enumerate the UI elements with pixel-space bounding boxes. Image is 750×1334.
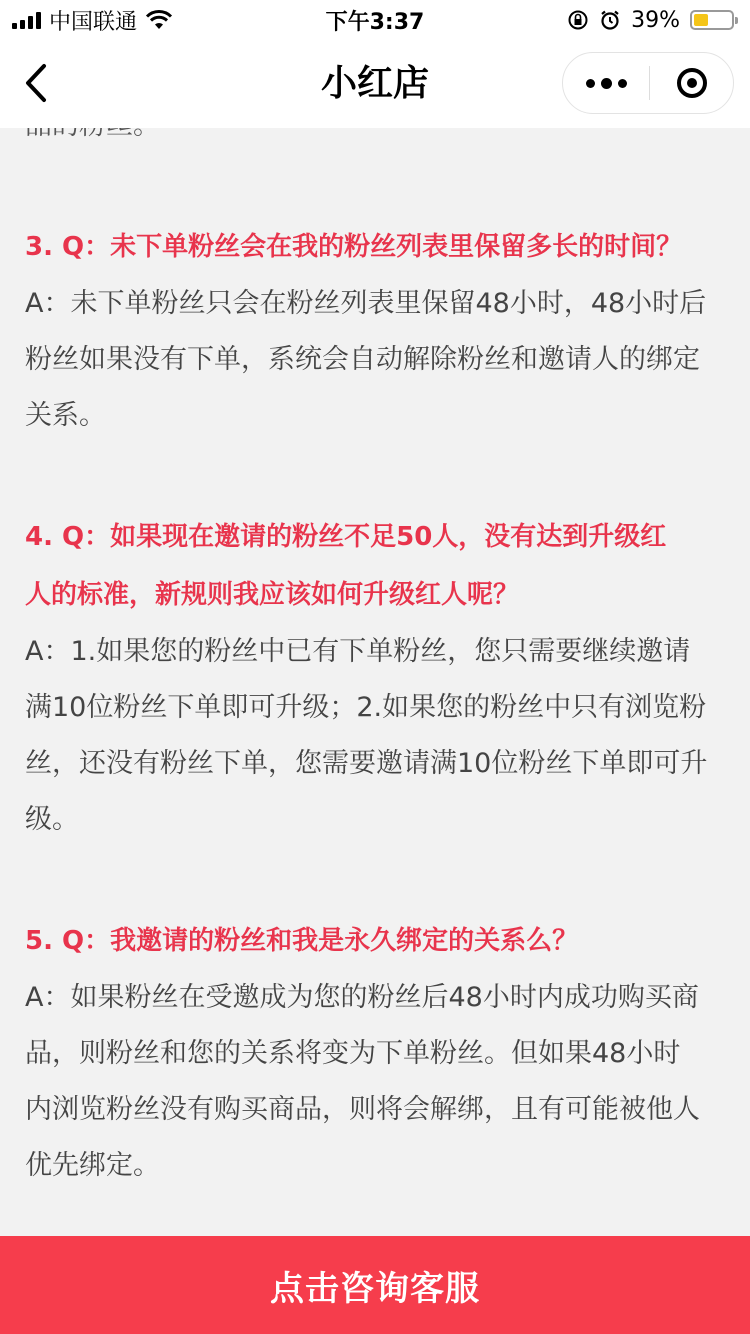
chevron-left-icon — [24, 63, 48, 103]
alarm-icon — [599, 9, 621, 31]
signal-icon — [12, 11, 41, 29]
faq-item — [25, 508, 725, 848]
orientation-lock-icon — [567, 9, 589, 31]
status-right — [567, 8, 734, 33]
wifi-icon — [145, 9, 173, 31]
status-left — [12, 5, 173, 36]
faq-answer-line: 优先绑定。 — [25, 1150, 160, 1181]
faq-item — [25, 218, 725, 444]
battery-icon — [690, 10, 734, 30]
faq-answer-line: A：未下单粉丝只会在粉丝列表里保留48小时，48小时后 — [25, 288, 707, 319]
faq-item — [25, 912, 725, 1194]
faq-answer-line: A：1.如果您的粉丝中已有下单粉丝，您只需要继续邀请 — [25, 636, 691, 667]
target-circle-icon — [677, 68, 707, 98]
faq-question-line: 4. Q：如果现在邀请的粉丝不足50人，没有达到升级红 — [25, 522, 667, 552]
faq-question-line: 人的标准，新规则我应该如何升级红人呢？ — [25, 580, 520, 610]
faq-content[interactable] — [0, 98, 750, 1238]
status-time: 下午3:37 — [325, 9, 425, 35]
faq-answer-line: 品，则粉丝和您的关系将变为下单粉丝。但如果48小时 — [25, 1038, 681, 1069]
page-title: 小红店 — [320, 63, 429, 104]
faq-question: 5. Q：我邀请的粉丝和我是永久绑定的关系么？ — [25, 926, 579, 956]
faq-answer-line: 粉丝如果没有下单，系统会自动解除粉丝和邀请人的绑定 — [25, 344, 700, 375]
battery-fill — [694, 14, 708, 26]
close-mini-program-button[interactable] — [650, 53, 733, 113]
battery-percent: 39% — [631, 7, 680, 33]
faq-answer-line: 内浏览粉丝没有购买商品，则将会解绑，且有可能被他人 — [25, 1094, 700, 1125]
more-button[interactable] — [563, 53, 649, 113]
back-button[interactable] — [16, 58, 56, 108]
contact-service-button[interactable]: 点击咨询客服 — [0, 1236, 750, 1334]
status-bar — [0, 0, 750, 40]
faq-answer-line: 满10位粉丝下单即可升级；2.如果您的粉丝中只有浏览粉 — [25, 692, 707, 723]
navigation-bar — [0, 40, 750, 128]
faq-answer-line: 关系。 — [25, 400, 106, 431]
faq-question: 3. Q：未下单粉丝会在我的粉丝列表里保留多长的时间？ — [25, 232, 683, 262]
faq-answer-line: A：如果粉丝在受邀成为您的粉丝后48小时内成功购买商 — [25, 982, 699, 1013]
mini-program-capsule — [562, 52, 734, 114]
more-dots-icon — [586, 78, 627, 89]
carrier-label: 中国联通 — [49, 9, 138, 35]
faq-answer-line: 级。 — [25, 804, 79, 835]
faq-answer-line: 丝，还没有粉丝下单，您需要邀请满10位粉丝下单即可升 — [25, 748, 708, 779]
